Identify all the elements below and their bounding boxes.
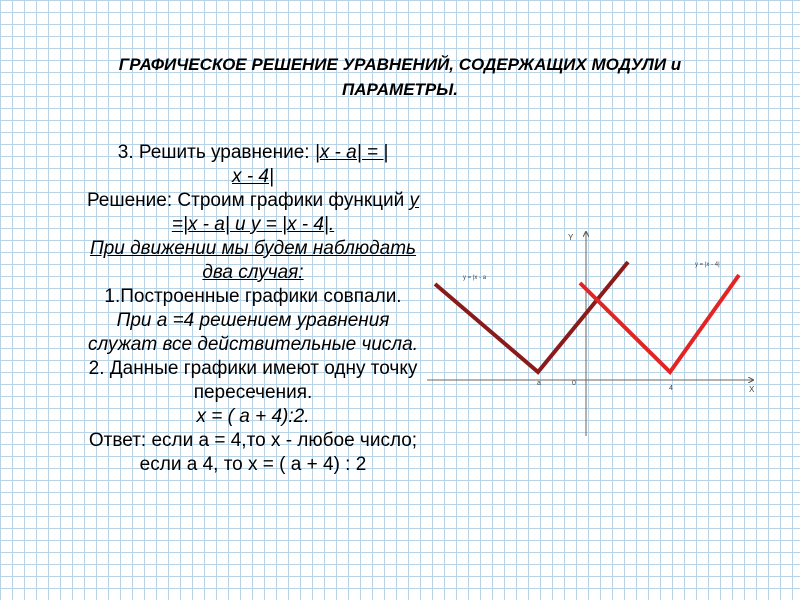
task-equation-part1: |х - а| = | bbox=[314, 142, 389, 163]
slide-title bbox=[40, 52, 760, 102]
task-line-2 bbox=[80, 165, 426, 189]
solution-intro: Решение: Строим графики функций bbox=[86, 190, 410, 211]
origin-label: 0 bbox=[572, 380, 576, 387]
title-line-1: ГРАФИЧЕСКОЕ РЕШЕНИЕ УРАВНЕНИЙ, СОДЕРЖАЩИХ МОДУЛИ и bbox=[118, 55, 682, 74]
x-axis-label: X bbox=[749, 385, 755, 394]
four-tick-label: 4 bbox=[669, 385, 673, 392]
case2-text: 2. Данные графики имеют одну точку пересечения. bbox=[88, 358, 418, 403]
functions-formula: у =|х - а| и у = |х - 4|. bbox=[171, 190, 420, 235]
function1-label: у = |х - а bbox=[463, 275, 487, 281]
task-prefix: 3. Решить уравнение: bbox=[117, 142, 315, 163]
title-line-2: ПАРАМЕТРЫ. bbox=[342, 80, 458, 99]
answer-line-1: Ответ: если а = 4,то х - любое число; bbox=[88, 430, 418, 451]
function2-label: у = |х - 4| bbox=[695, 262, 720, 268]
y-axis-label: Y bbox=[568, 233, 574, 242]
function-graph bbox=[425, 222, 765, 447]
case1-result: При а =4 решением уравнения служат все действительные числа. bbox=[88, 310, 418, 355]
solution-text bbox=[80, 141, 426, 477]
a-tick-label: a bbox=[537, 380, 541, 387]
answer-line-2: если а 4, то х = ( а + 4) : 2 bbox=[139, 454, 367, 475]
task-equation-part2: х - 4| bbox=[232, 166, 274, 187]
case1-text: 1.Построенные графики совпали. bbox=[104, 286, 402, 307]
solution-intro-line bbox=[80, 189, 426, 237]
formula-text: х = ( а + 4):2. bbox=[196, 406, 310, 427]
task-line bbox=[80, 141, 426, 165]
movement-text: При движении мы будем наблюдать два случая: bbox=[89, 238, 417, 283]
